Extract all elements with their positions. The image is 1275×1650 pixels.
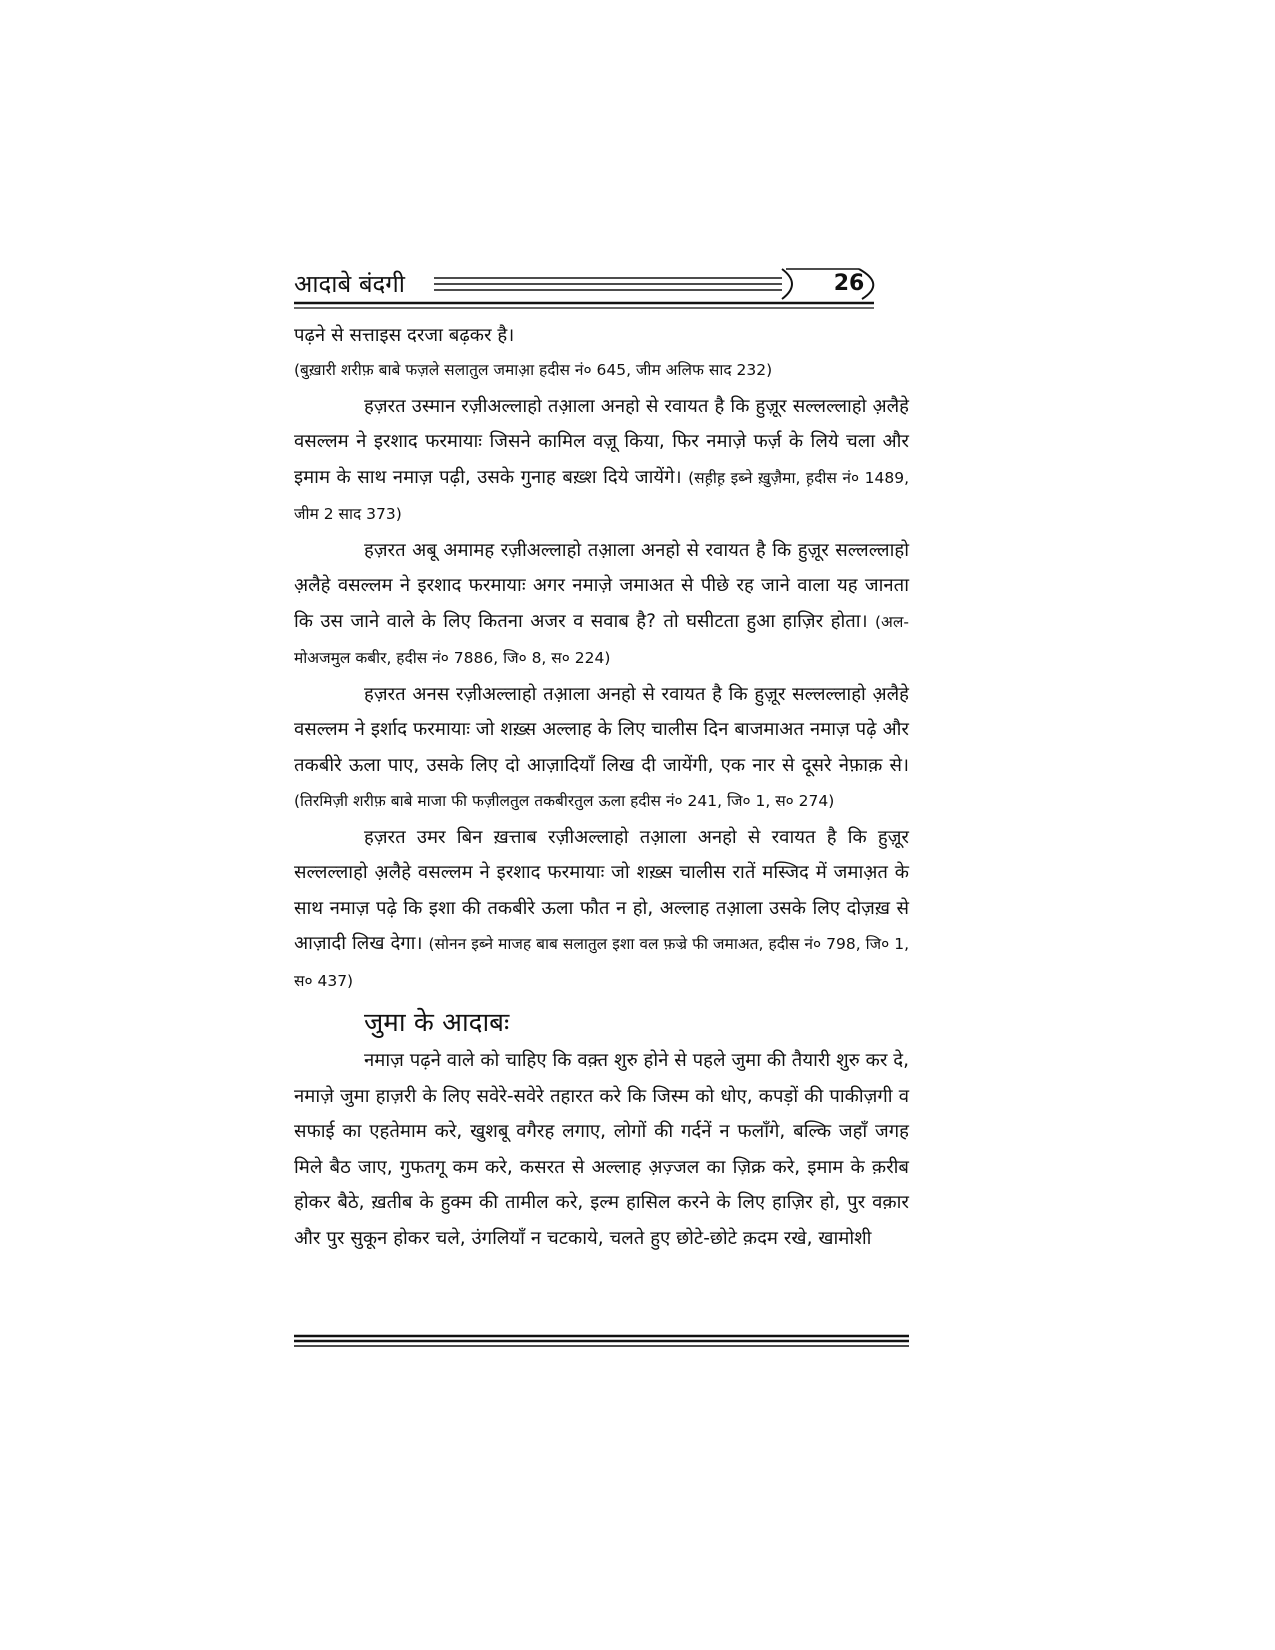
citation: (सोनन इब्ने माजह बाब सलातुल इशा वल फ़ज्रे फी जमाअत, हदीस नं० 798, जि० 1, स० 437) — [294, 935, 910, 990]
running-title: आदाबे बंदगी — [294, 270, 405, 298]
paragraph-text: हज़रत अबू अमामह रज़ीअल्लाहो तआ़ला अनहो से रवायत है कि हुज़ूर सल्लल्लाहो अ़लैहे वसल्लम ने इरशाद फरमायाः अगर नमाज़े जमाअत से पीछे रह जाने वाला यह जानता कि उस जाने वाले के लिए कितना अजर व सवाब है? तो घसीटता हुआ हाज़िर होता। — [294, 539, 909, 632]
paragraph — [294, 533, 909, 677]
citation: (तिरमिज़ी शरीफ़ बाबे माजा फी फज़ीलतुल तकबीरतुल ऊला हदीस नं० 241, जि० 1, स० 274) — [294, 792, 835, 810]
section-heading: जुमा के आदाबः — [364, 1008, 510, 1038]
paragraph-text: हज़रत उस्मान रज़ीअल्लाहो तआ़ला अनहो से रवायत है कि हुज़ूर सल्लल्लाहो अ़लैहे वसल्लम ने इरशाद फरमायाः जिसने कामिल वज़ू किया, फिर नमाज़े फर्ज़ के लिये चला और इमाम के साथ नमाज़ पढ़ी, उसके गुनाह बख़्श दिये जायेंगे। — [294, 395, 909, 488]
page-number: 26 — [833, 271, 865, 296]
citation: (सह़ीह़ इब्ने ख़ुज़ैमा, ह़दीस नं० 1489, जीम 2 साद 373) — [294, 468, 909, 523]
paragraph-continuation — [294, 318, 909, 354]
paragraph — [294, 677, 909, 820]
paragraph — [294, 389, 909, 533]
footer-rule — [294, 1334, 909, 1348]
citation: (बुख़ारी शरीफ़ बाबे फज़ले सलातुल जमाअ़ा हदीस नं० 645, जीम अलिफ साद 232) — [294, 360, 773, 379]
paragraph-text: नमाज़ पढ़ने वाले को चाहिए कि वक़्त शुरु होने से पहले जुमा की तैयारी शुरु कर दे, नमाज़े जुमा हाज़री के लिए सवेरे-सवेरे तहारत करे कि जिस्म को धोए, कपड़ों की पाकीज़गी व सफाई का एहतेमाम करे, खुशबू वगैरह लगाए, लोगों की गर्दनें न फलाँगे, बल्कि जहाँ जगह मिले बैठ जाए, गुफतगू कम करे, कसरत से अल्लाह अ़ज़्जल का ज़िक्र करे, इमाम के क़रीब होकर बैठे, ख़तीब के हुक्म की तामील करे, इल्म हासिल करने के लिए हाज़िर हो, पुर वक़ार और पुर सुकून होकर चले, उंगलियाँ न चटकाये, चलते हुए छोटे-छोटे क़दम रखे, खामोशी — [294, 1050, 909, 1249]
paragraph-text: हज़रत उमर बिन ख़त्ताब रज़ीअल्लाहो तआ़ला अनहो से रवायत है कि हुज़ूर सल्लल्लाहो अ़लैहे वसल्लम ने इरशाद फरमायाः जो शख़्स चालीस रातें मस्जिद में जमाअ़त के साथ नमाज़ पढ़े कि इशा की तकबीरे ऊला फौत न हो, अल्लाह तआ़ला उसके लिए दोज़ख़ से आज़ादी लिख देगा। — [294, 826, 909, 954]
paragraph-text: पढ़ने से सत्ताइस दरजा बढ़कर है। — [294, 325, 515, 346]
citation: (अल-मोअजमुल कबीर, हदीस नं० 7886, जि० 8, स० 224) — [294, 612, 909, 667]
paragraph — [294, 1043, 909, 1256]
book-page — [294, 266, 909, 1386]
page-header — [294, 266, 909, 314]
paragraph — [294, 820, 909, 1000]
page-body — [294, 318, 909, 1256]
paragraph-text: हज़रत अनस रज़ीअल्लाहो तआ़ला अनहो से रवायत है कि हुज़ूर सल्लल्लाहो अ़लैहे वसल्लम ने इर्शाद फरमायाः जो शख़्स अल्लाह के लिए चालीस दिन बाजमाअत नमाज़ पढ़े और तकबीरे ऊला पाए, उसके लिए दो आज़ादियाँ लिख दी जायेंगी, एक नार से दूसरे नेफ़ाक़ से। — [294, 683, 909, 776]
